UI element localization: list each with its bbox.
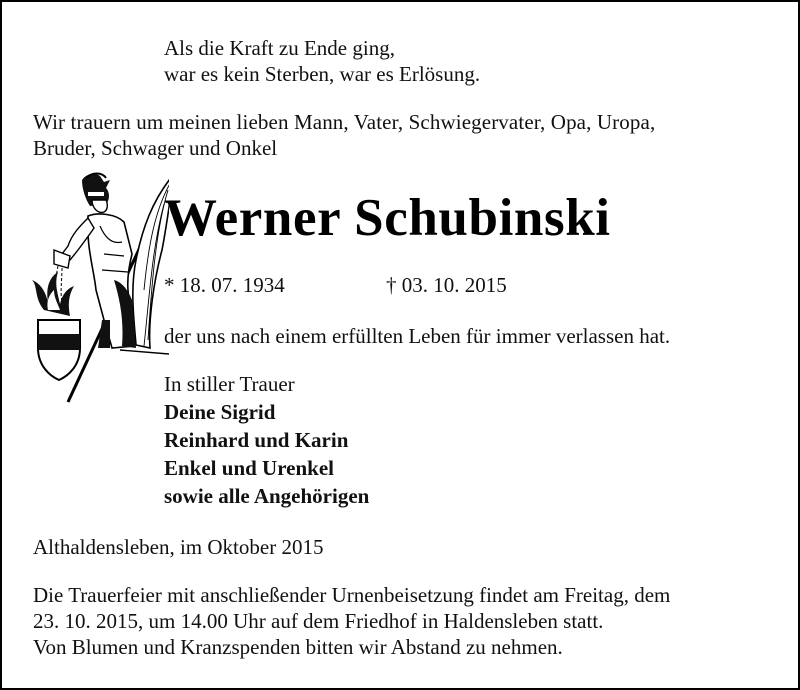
mourner-line: Deine Sigrid: [164, 400, 276, 424]
birth-date: * 18. 07. 1934: [164, 273, 285, 297]
death-date: † 03. 10. 2015: [386, 273, 507, 297]
mourner-line: Enkel und Urenkel: [164, 456, 334, 480]
mourners-heading: In stiller Trauer: [164, 372, 295, 396]
intro-line-2: Bruder, Schwager und Onkel: [33, 136, 278, 160]
mourner-line: sowie alle Angehörigen: [164, 484, 370, 508]
deceased-name: Werner Schubinski: [164, 189, 611, 247]
funeral-line-2: 23. 10. 2015, um 14.00 Uhr auf dem Friedhof in Haldensleben statt.: [33, 609, 604, 633]
motto-line-1: Als die Kraft zu Ende ging,: [164, 36, 395, 60]
funeral-line-3: Von Blumen und Kranzspenden bitten wir Abstand zu nehmen.: [33, 635, 563, 659]
intro-line-1: Wir trauern um meinen lieben Mann, Vater, Schwiegervater, Opa, Uropa,: [33, 110, 656, 134]
farewell-text: der uns nach einem erfüllten Leben für immer verlassen hat.: [164, 324, 671, 348]
funeral-line-1: Die Trauerfeier mit anschließender Urnenbeisetzung findet am Freitag, dem: [33, 583, 671, 607]
mourner-line: Reinhard und Karin: [164, 428, 349, 452]
motto-line-2: war es kein Sterben, war es Erlösung.: [164, 62, 481, 86]
firefighter-emblem-icon: [24, 170, 169, 406]
place-date: Althaldensleben, im Oktober 2015: [33, 535, 324, 559]
